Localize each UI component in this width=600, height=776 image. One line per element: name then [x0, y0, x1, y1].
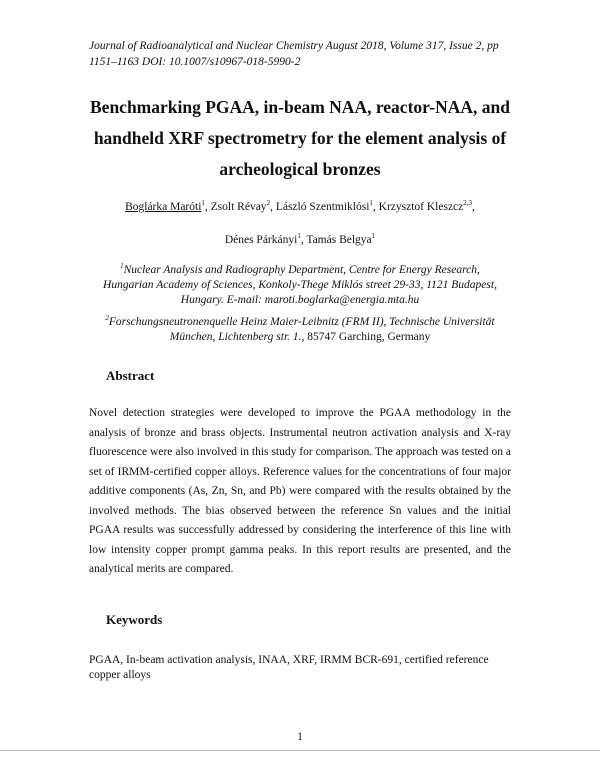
author-name: Tamás Belgya — [306, 234, 372, 246]
abstract-heading: Abstract — [106, 368, 155, 383]
author-list-line-1: Boglárka Maróti$^1$, Zsolt Révay$^2$, László Szentmiklósi$^1$, Krzysztof Kleszcz$^{2,3}$, — [125, 199, 475, 213]
paper-title-line-1: Benchmarking PGAA, in-beam NAA, reactor-NAA, and — [90, 97, 510, 117]
author-affiliation-mark: 1 — [371, 232, 376, 240]
affiliation-2: $^2$Forschungsneutronenquelle Heinz Maier-Leibnitz (FRM II), Technische Universität München, Lichtenberg str. 1., 85747 Garching, Germany — [105, 314, 495, 343]
author-affiliation-mark: 2 — [266, 199, 271, 207]
author-affiliation-mark: 1 — [201, 199, 205, 207]
affiliation-1: $^1$Nuclear Analysis and Radiography Department, Centre for Energy Research, Hungarian Academy of Sciences, Konkoly-Thege Miklós street 29-33, 1121 Budapest, Hungary. E-mail: maroti.boglarka@energia.mta.hu — [103, 262, 497, 306]
journal-citation — [89, 38, 529, 70]
page-number: 1 — [297, 731, 303, 743]
author-name: Zsolt Révay — [210, 201, 267, 213]
keywords-text: PGAA, In-beam activation analysis, INAA, XRF, IRMM BCR-691, certified reference copper alloys — [89, 654, 489, 681]
paper-title-line-3: archeological bronzes — [219, 159, 381, 179]
paper-title-line-2: handheld XRF spectrometry for the element analysis of — [93, 128, 507, 148]
author-name: Krzysztof Kleszcz — [378, 201, 464, 213]
author-list-line-2: Dénes Párkányi$^1$, Tamás Belgya$^1$ — [224, 232, 376, 246]
author-affiliation-mark: 2,3 — [463, 199, 473, 207]
abstract-text: Novel detection strategies were developed to improve the PGAA methodology in the analysis of bronze and brass objects. Instrumental neutron activation analysis and X-ray fluorescence were also involved in this study for comparison. The approach was tested on a set of IRMM-certified copper alloys. Reference values for the concentrations of four major additive components (As, Zn, Sn, and Pb) were compared with the results obtained by the involved methods. The bias observed between the reference Sn values and the initial PGAA results was successfully addressed by considering the interference of this line with low intensity copper prompt gamma peaks. In this report results are presented, and the analytical merits are compared. — [89, 407, 511, 575]
journal-citation-line-2: 1151–1163 DOI: 10.1007/s10967-018-5990-2 — [89, 56, 301, 68]
keywords-heading: Keywords — [106, 612, 163, 627]
author-affiliation-mark: 1 — [369, 199, 373, 207]
author-name: Dénes Párkányi — [224, 234, 298, 246]
author-name: László Szentmiklósi — [275, 201, 370, 213]
author-name: Boglárka Maróti — [125, 201, 202, 213]
paper-title — [60, 92, 540, 185]
footer-divider — [0, 750, 600, 751]
affiliation-mark: 2 — [105, 314, 109, 322]
author-affiliation-mark: 1 — [297, 232, 301, 240]
journal-citation-line-1: Journal of Radioanalytical and Nuclear Chemistry August 2018, Volume 317, Issue 2, pp — [89, 40, 499, 52]
affiliation-mark: 1 — [120, 262, 124, 270]
